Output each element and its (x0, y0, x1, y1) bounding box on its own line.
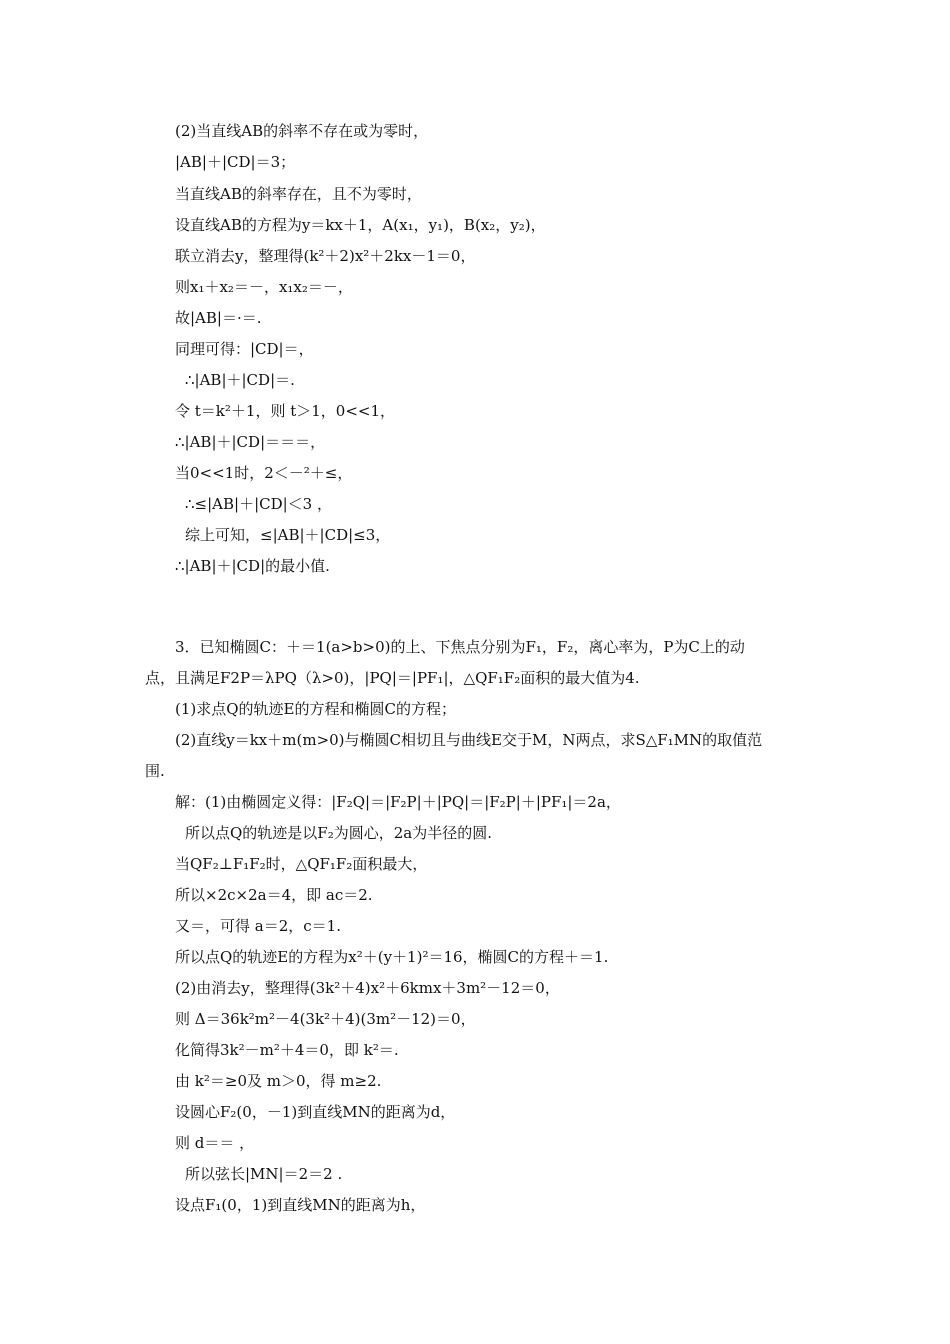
text-line: 联立消去y，整理得(k²＋2)x²＋2kx－1＝0， (175, 247, 476, 265)
text-line: 当QF₂⊥F₁F₂时，△QF₁F₂面积最大， (175, 855, 428, 873)
text-line: 又＝，可得 a＝2，c＝1. (175, 917, 341, 935)
text-line: 则x₁＋x₂＝－，x₁x₂＝－， (175, 278, 353, 296)
text-line: 当0<<1时，2＜－²＋≤， (175, 464, 353, 482)
text-line: 设圆心F₂(0，－1)到直线MN的距离为d， (175, 1103, 456, 1121)
text-line: (2)直线y＝kx＋m(m>0)与椭圆C相切且与曲线E交于M，N两点，求S△F₁MN的取值范 (175, 731, 763, 749)
text-line: 所以点Q的轨迹是以F₂为圆心，2a为半径的圆. (185, 824, 492, 842)
text-line: 则 Δ＝36k²m²－4(3k²＋4)(3m²－12)＝0， (175, 1010, 476, 1028)
text-line: 化简得3k²－m²＋4＝0，即 k²＝. (175, 1041, 399, 1059)
text-line: 同理可得：|CD|＝， (175, 340, 314, 358)
text-line: 当直线AB的斜率存在，且不为零时， (175, 185, 422, 203)
problem-3-title: 3．已知椭圆C：＋＝1(a>b>0)的上、下焦点分别为F₁，F₂，离心率为，P为C上的动 (175, 638, 745, 656)
text-line: 设点F₁(0，1)到直线MN的距离为h， (175, 1196, 426, 1214)
text-line: ∴≤|AB|＋|CD|＜3 ， (185, 495, 332, 513)
text-line: (2)由消去y，整理得(3k²＋4)x²＋6kmx＋3m²－12＝0， (175, 979, 560, 997)
text-line: 设直线AB的方程为y＝kx＋1，A(x₁，y₁)，B(x₂，y₂)， (175, 216, 546, 234)
text-line: ∴|AB|＋|CD|的最小值. (175, 557, 330, 575)
text-line: 围. (145, 762, 165, 780)
text-line: 故|AB|＝·＝. (175, 309, 262, 327)
text-line: (1)求点Q的轨迹E的方程和椭圆C的方程； (175, 700, 456, 718)
text-line: 由 k²＝≥0及 m＞0，得 m≥2. (175, 1072, 382, 1090)
text-line: 所以弦长|MN|＝2＝2 . (185, 1165, 343, 1183)
text-line: (2)当直线AB的斜率不存在或为零时， (175, 122, 429, 140)
text-line: 令 t＝k²＋1，则 t＞1，0<<1， (175, 402, 396, 420)
text-line: ∴|AB|＋|CD|＝. (185, 371, 295, 389)
text-line: 则 d＝＝ ， (175, 1134, 255, 1152)
text-line: 点，且满足F2P＝λPQ（λ>0)，|PQ|＝|PF₁|，△QF₁F₂面积的最大值为4. (145, 669, 640, 687)
text-line: ∴|AB|＋|CD|＝＝＝， (175, 433, 326, 451)
text-line: 综上可知，≤|AB|＋|CD|≤3， (185, 526, 391, 544)
solution-start: 解：(1)由椭圆定义得：|F₂Q|＝|F₂P|＋|PQ|＝|F₂P|＋|PF₁|＝2a， (175, 793, 621, 811)
text-line: 所以×2c×2a＝4，即 ac＝2. (175, 886, 373, 904)
text-line: |AB|＋|CD|＝3； (175, 153, 296, 171)
text-line: 所以点Q的轨迹E的方程为x²＋(y＋1)²＝16，椭圆C的方程＋＝1. (175, 948, 609, 966)
